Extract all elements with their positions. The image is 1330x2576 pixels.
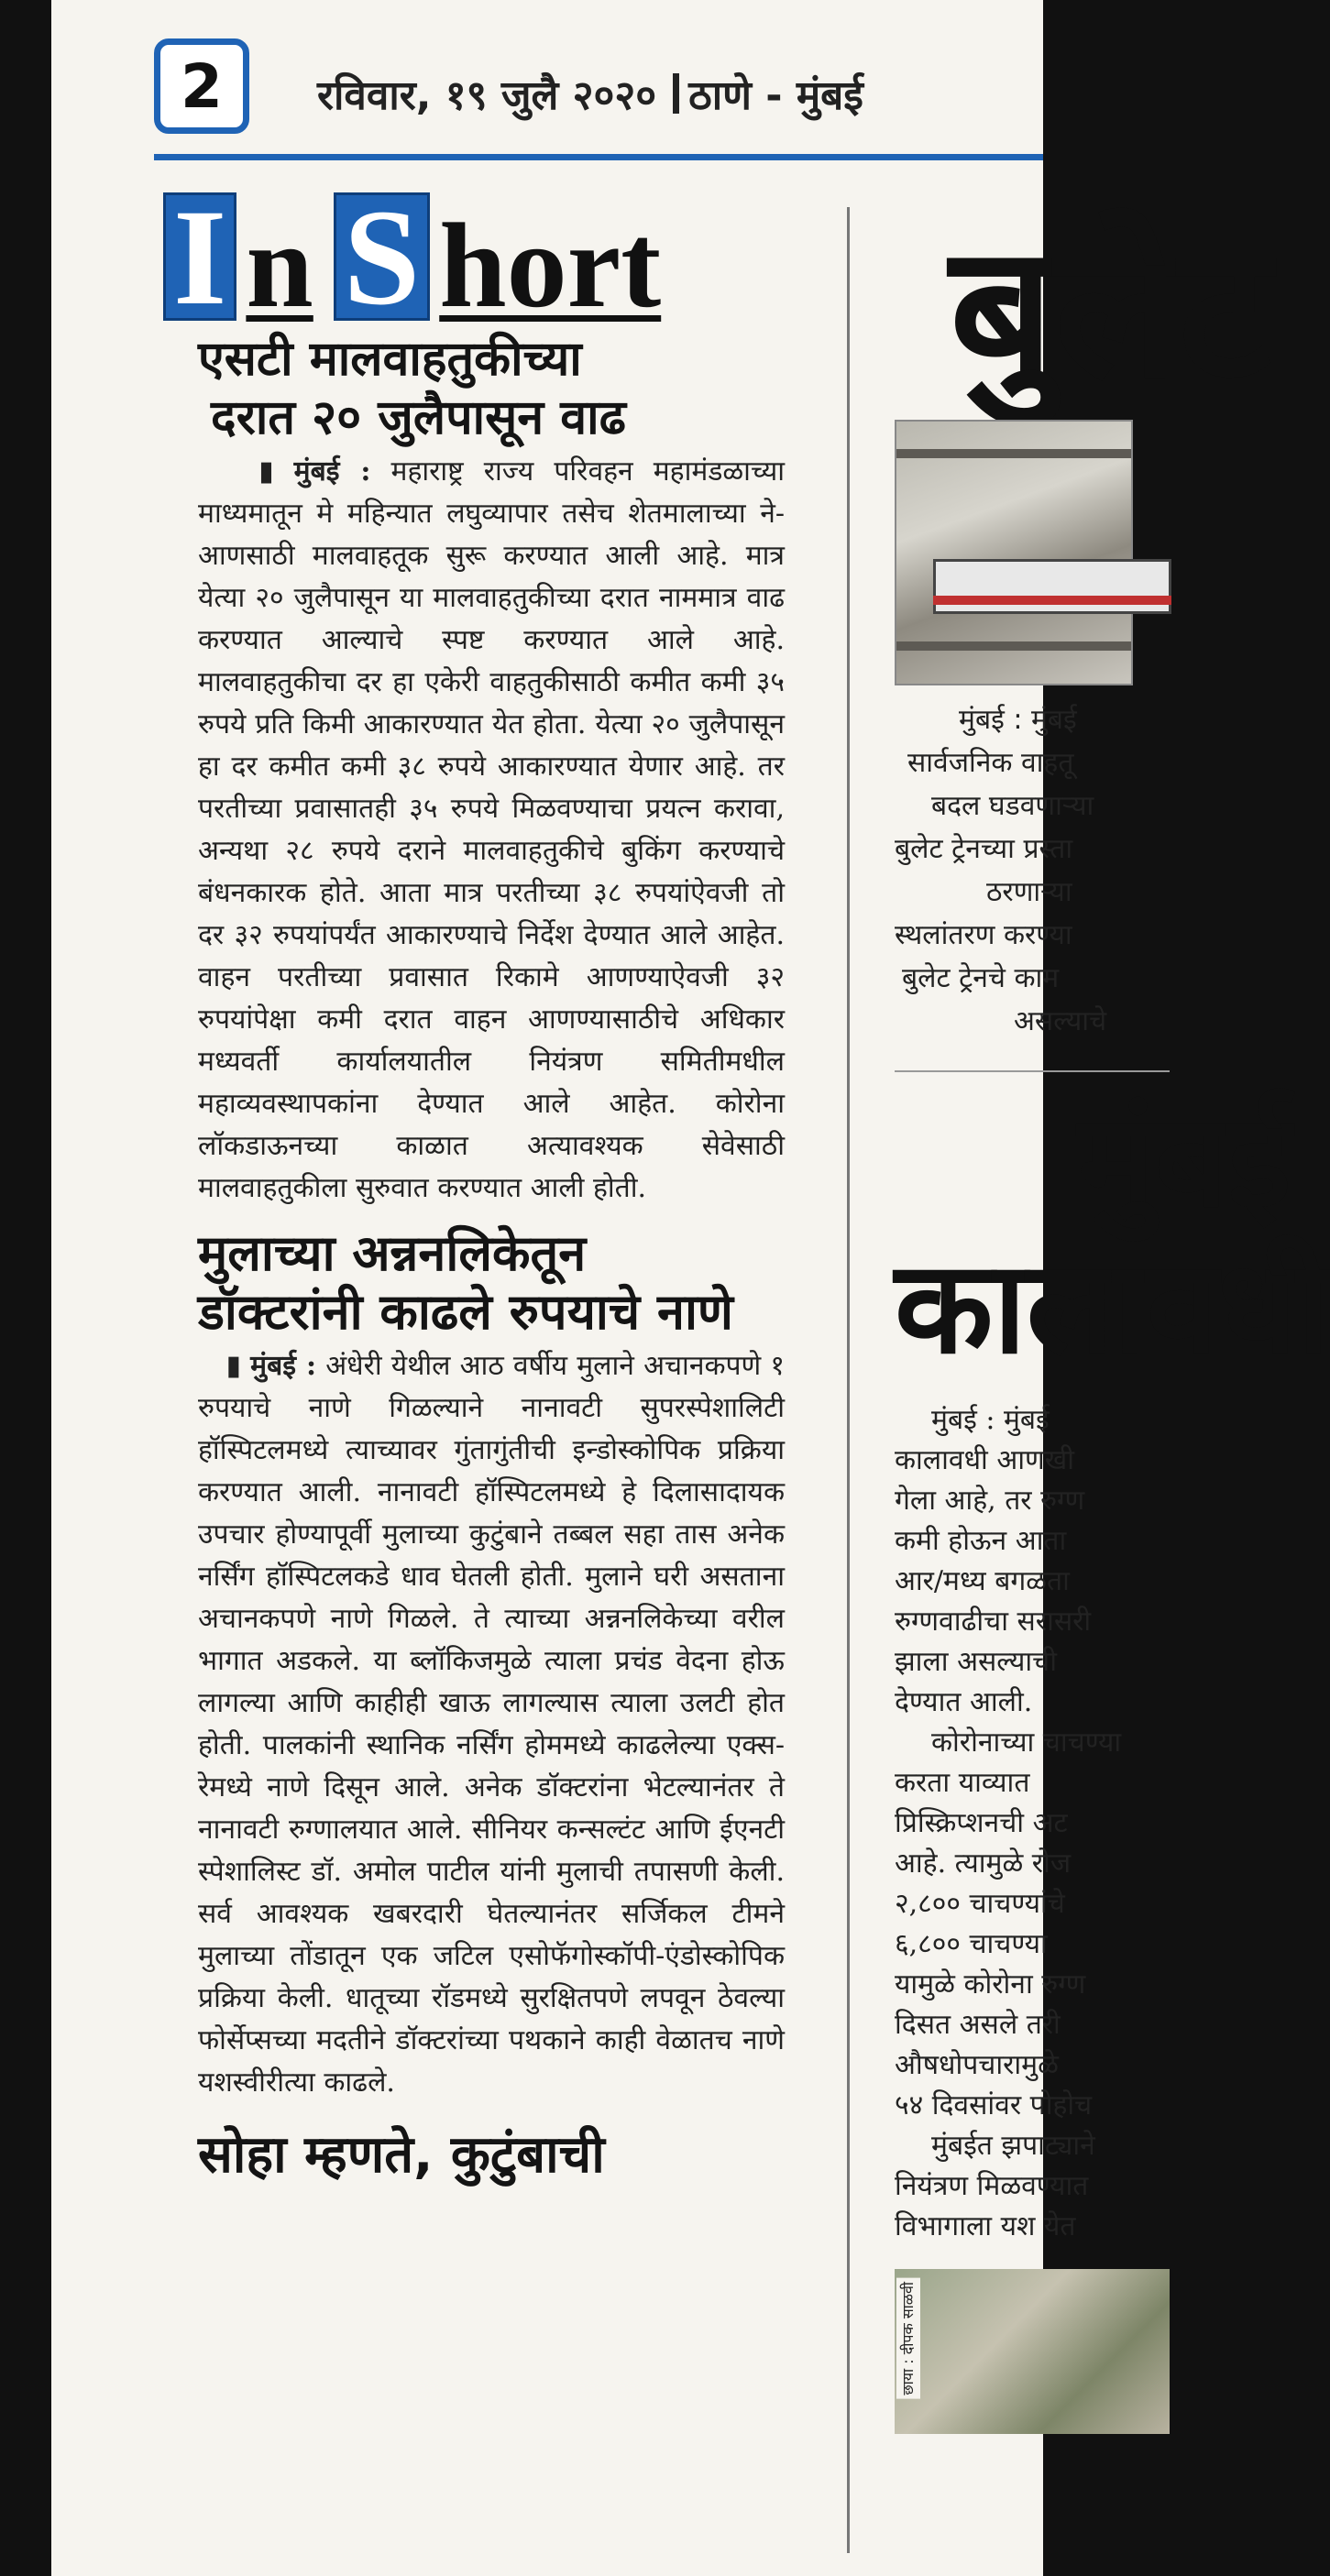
story-body: ▮ मुंबई : अंधेरी येथील आठ वर्षीय मुलाने अचानकपणे १ रुपयाचे नाणे गिळल्याने नानावटी सुपरस्पेशालिटी हॉस्पिटलमध्ये त्याच्यावर गुंतागुंतीची इन्डोस्कोपिक प्रक्रिया करण्यात आली. नानावटी हॉस्पिटलमध्ये हे दिलासादायक उपचार होण्यापूर्वी मुलाच्या कुटुंबाने तब्बल सहा तास अनेक नर्सिंग हॉस्पिटलकडे धाव घेतली होती. मुलाने घरी असताना अचानकपणे नाणे गिळले. ते त्याच्या अन्ननलिकेच्या वरील भागात अडकले. या ब्लॉकिजमुळे त्याला प्रचंड वेदना होऊ लागल्या आणि काहीही खाऊ लागल्यास त्याला उलटी होत होती. पालकांनी स्थानिक नर्सिंग होममध्ये काढलेल्या एक्स-रेमध्ये नाणे दिसून आले. अनेक डॉक्टरांना भेटल्यानंतर ते नानावटी रुग्णालयात आले. सीनियर कन्सल्टंट आणि ईएनटी स्पेशालिस्ट डॉ. अमोल पाटील यांनी मुलाची तपासणी केली. सर्व आवश्यक खबरदारी घेतल्यानंतर सर्जिकल टीमने मुलाच्या तोंडातून एक जटिल एसोफॅगोस्कॉपी-एंडोस्कोपिक प्रक्रिया केली. धातूच्या रॉडमध्ये सुरक्षितपणे लपवून ठेवल्या फोर्सेप्सच्या मदतीने डॉक्टरांच्या पथकाने काही वेळातच नाणे यशस्वीरीत्या काढले. [198,1350,785,2099]
page-number-box [154,38,249,134]
separator-bar [673,73,679,114]
story-line: नियंत्रण मिळवण्यात [895,2170,1089,2202]
photo-train-stripe [933,596,1171,605]
edition-name: ठाणे - मुंबई [688,72,863,119]
header-rule [154,154,1043,160]
story-line: आहे. त्यामुळे रोज [895,1847,1072,1880]
story-line: २,८०० चाचण्यांचे [895,1888,1065,1920]
column-divider [847,207,850,2553]
story2-headline-line2: कालावधी [895,1233,1330,1383]
photo-rail [896,449,1131,458]
story-line: झाला असल्याची [895,1646,1057,1678]
story-line: प्रिस्क्रिप्शनची अट [895,1807,1068,1839]
story2-headline-line1: मुंबई [1078,1087,1292,1236]
logo-initial-s: S [334,192,430,321]
page-number: 2 [181,50,223,122]
photo-train [933,559,1171,614]
story-line: करता याव्यात [895,1767,1030,1799]
issue-date: रविवार, १९ जुलै २०२० [317,72,657,119]
story-line: ५४ दिवसांवर पोहोच [895,2089,1093,2121]
photo-credit: छाया : दीपक साळवी [896,2278,920,2399]
story-line: कमी होऊन आता [895,1525,1067,1557]
bullet-train-photo [895,420,1133,685]
story-line: दिसत असले तरी [895,2009,1061,2041]
story-st-freight [198,330,785,1210]
story-body: ▮ मुंबई : महाराष्ट्र राज्य परिवहन महामंडळाच्या माध्यमातून मे महिन्यात लघुव्यापार तसेच शेतमालाच्या ने-आणसाठी मालवाहतूक सुरू करण्यात आली आहे. मात्र येत्या २० जुलैपासून या मालवाहतुकीच्या दरात नाममात्र वाढ करण्यात आल्याचे स्पष्ट करण्यात आले आहे. मालवाहतुकीचा दर हा एकेरी वाहतुकीसाठी कमीत कमी ३५ रुपये प्रति किमी आकारण्यात येत होता. येत्या २० जुलैपासून हा दर कमीत कमी ३८ रुपये आकारण्यात येणार आहे. तर परतीच्या प्रवासातही ३५ रुपये मिळवण्याचा प्रयत्न करावा, अन्यथा २८ रुपये दराने मालवाहतुकीचे बुकिंग करण्याचे बंधनकारक होते. आता मात्र परतीच्या ३८ रुपयांऐवजी तो दर ३२ रुपयांपर्यंत आकारण्याचे निर्देश देण्यात आले आहेत. वाहन परतीच्या प्रवासात रिकामे आणण्याऐवजी ३२ रुपयांपेक्षा कमी दरात वाहन आणण्यासाठीचे अधिकार मध्यवर्ती कार्यालयातील नियंत्रण समितीमधील महाव्यवस्थापकांना देण्यात आले आहेत. कोरोना लॉकडाऊनच्या काळात अत्यावश्यक सेवेसाठी मालवाहतुकीला सुरुवात करण्यात आली होती. [198,455,785,1204]
corona-story [895,1400,1170,2247]
story-line: विभागाला यश येत [895,2210,1076,2242]
story-line: रुग्णवाढीचा सरासरी [895,1606,1092,1638]
dateline: मुंबई : [293,455,371,488]
story-headline-line2: डॉक्टरांनी काढले रुपयाचे नाणे [198,1283,733,1341]
story-separator [895,1070,1170,1072]
story-line: कोरोनाच्या चाचण्या [931,1726,1122,1759]
story-headline-line1: मुलाच्या अन्ननलिकेतून [198,1224,587,1282]
story-text: महाराष्ट्र राज्य परिवहन महामंडळाच्या माध्यमातून मे महिन्यात लघुव्यापार तसेच शेतमालाच्या ने-आणसाठी मालवाहतूक सुरू करण्यात आली आहे. मात्र येत्या २० जुलैपासून या मालवाहतुकीच्या दरात नाममात्र वाढ करण्यात आल्याचे स्पष्ट करण्यात आले आहे. मालवाहतुकीचा दर हा एकेरी वाहतुकीसाठी कमीत कमी ३५ रुपये प्रति किमी आकारण्यात येत होता. येत्या २० जुलैपासून हा दर कमीत कमी ३८ रुपये आकारण्यात येणार आहे. तर परतीच्या प्रवासातही ३५ रुपये मिळवण्याचा प्रयत्न करावा, अन्यथा २८ रुपये दराने मालवाहतुकीचे बुकिंग करण्याचे बंधनकारक होते. आता मात्र परतीच्या ३८ रुपयांऐवजी तो दर ३२ रुपयांपर्यंत आकारण्याचे निर्देश देण्यात आले आहेत. वाहन परतीच्या प्रवासात रिकामे आणण्याऐवजी ३२ रुपयांपेक्षा कमी दरात वाहन आणण्यासाठीचे अधिकार मध्यवर्ती कार्यालयातील नियंत्रण समितीमधील महाव्यवस्थापकांना देण्यात आले आहेत. कोरोना लॉकडाऊनच्या काळात अत्यावश्यक सेवेसाठी मालवाहतुकीला सुरुवात करण्यात आली होती. [198,455,785,1204]
story-line: ६,८०० चाचण्या [895,1928,1048,1960]
dateline: मुंबई : [250,1350,317,1382]
story-line: सार्वजनिक वाहतू [907,747,1074,779]
in-short-logo [163,181,777,334]
story-line: यामुळे कोरोना रुग्ण [895,1968,1086,2001]
story-line: देण्यात आली. [895,1686,1033,1718]
story-headline-line1: सोहा म्हणते, कुटुंबाची [198,2125,605,2185]
in-short-column [198,330,785,2185]
newspaper-page [51,0,1330,2576]
logo-text-n: n [246,198,313,333]
masthead-date-line [317,57,863,130]
story-line: औषधोपचारामुळे [895,2049,1059,2081]
story-line: गेला आहे, तर रुग्ण [895,1485,1085,1517]
street-photo [895,2269,1170,2434]
story-text: अंधेरी येथील आठ वर्षीय मुलाने अचानकपणे १ रुपयाचे नाणे गिळल्याने नानावटी सुपरस्पेशालिटी हॉस्पिटलमध्ये त्याच्यावर गुंतागुंतीची इन्डोस्कोपिक प्रक्रिया करण्यात आली. नानावटी हॉस्पिटलमध्ये हे दिलासादायक उपचार होण्यापूर्वी मुलाच्या कुटुंबाने तब्बल सहा तास अनेक नर्सिंग हॉस्पिटलकडे धाव घेतली होती. मुलाने घरी असताना अचानकपणे नाणे गिळले. ते त्याच्या अन्ननलिकेच्या वरील भागात अडकले. या ब्लॉकिजमुळे त्याला प्रचंड वेदना होऊ लागल्या आणि काहीही खाऊ लागल्यास त्याला उलटी होत होती. पालकांनी स्थानिक नर्सिंग होममध्ये काढलेल्या एक्स-रेमध्ये नाणे दिसून आले. अनेक डॉक्टरांना भेटल्यानंतर ते नानावटी रुग्णालयात आले. सीनियर कन्सल्टंट आणि ईएनटी स्पेशालिस्ट डॉ. अमोल पाटील यांनी मुलाची तपासणी केली. सर्व आवश्यक खबरदारी घेतल्यानंतर सर्जिकल टीमने मुलाच्या तोंडातून एक जटिल एसोफॅगोस्कॉपी-एंडोस्कोपिक प्रक्रिया केली. धातूच्या रॉडमध्ये सुरक्षितपणे लपवून ठेवल्या फोर्सेप्सच्या मदतीने डॉक्टरांच्या पथकाने काही वेळातच नाणे यशस्वीरीत्या काढले. [198,1350,785,2099]
story-soha [198,2126,785,2185]
right-column [895,205,1330,2434]
story-coin-removed [198,1224,785,2104]
story-line: मुंबई : मुंबई [931,1404,1050,1436]
bullet-train-story [895,698,1170,1043]
story-line: मुंबईत झपाट्याने [931,2130,1095,2162]
story-line: बदल घडवणाऱ्या [931,790,1094,822]
story-line: आर/मध्य बगळता [895,1565,1070,1597]
logo-text-hort: hort [439,198,662,333]
story-line: स्थलांतरण करण्या [895,919,1072,951]
story-line: मुंबई : मुंबई [959,704,1077,736]
story-headline-line2: दरात २० जुलैपासून वाढ [211,390,626,445]
bullet-train-headline: बुलेट [950,205,1271,419]
photo-rail [896,641,1131,651]
story-line: असल्याचे [1014,1005,1107,1037]
logo-initial-i: I [163,192,236,321]
story-line: ठरणाऱ्या [986,876,1072,908]
story-line: बुलेट ट्रेनचे काम [902,962,1060,994]
story-headline-line1: एसटी मालवाहतुकीच्या [198,332,582,387]
story-line: कालावधी आणखी [895,1444,1075,1476]
story-line: बुलेट ट्रेनच्या प्रस्ता [895,833,1073,865]
